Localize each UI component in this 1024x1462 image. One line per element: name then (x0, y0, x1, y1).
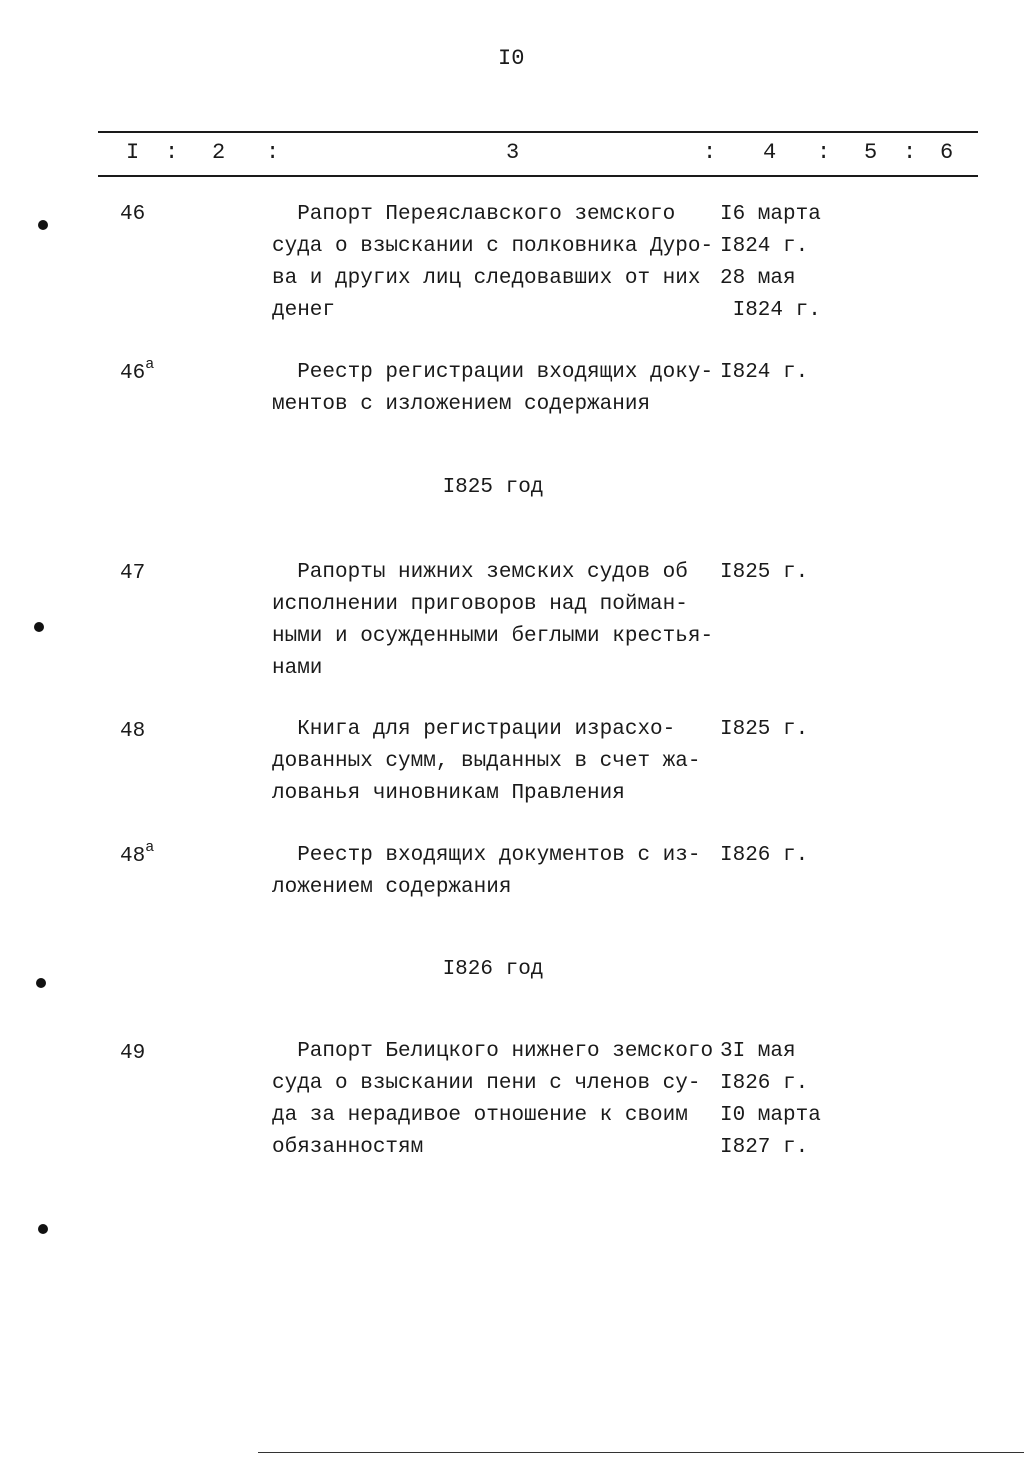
entry-description (272, 199, 713, 327)
entry-suffix: а (145, 356, 155, 373)
description-line: ными и осужденными беглыми крестья- (272, 625, 714, 648)
entry-number: 47 (120, 562, 146, 585)
date-line: I825 г. (720, 561, 809, 584)
description-line: Рапорт Переяславского земского (272, 203, 676, 226)
description-line: ложением содержания (272, 876, 512, 899)
header-separator: : (903, 140, 917, 165)
entry-number: 49 (120, 1042, 146, 1065)
description-line: исполнении приговоров над пойман- (272, 593, 688, 616)
description-line: дованных сумм, выданных в счет жа- (272, 750, 701, 773)
date-line: 28 мая (720, 267, 796, 290)
date-line: I824 г. (720, 235, 809, 258)
binder-hole-mark (38, 1224, 48, 1234)
header-separator: : (165, 140, 179, 165)
description-line: ментов с изложением содержания (272, 393, 651, 416)
header-col-1: I (126, 140, 140, 165)
description-line: нами (272, 657, 323, 680)
date-line: I824 г. (720, 361, 809, 384)
description-line: Книга для регистрации израсхо- (272, 718, 676, 741)
binder-hole-mark (34, 622, 44, 632)
date-line: I0 марта (720, 1104, 821, 1127)
entry-description (272, 1036, 713, 1164)
description-line: денег (272, 299, 336, 322)
entry-description (272, 840, 700, 904)
header-col-4: 4 (763, 140, 777, 165)
date-line: I827 г. (720, 1136, 809, 1159)
header-separator: : (266, 140, 280, 165)
description-line: Рапорты нижних земских судов об (272, 561, 688, 584)
date-line: I826 г. (720, 1072, 809, 1095)
year-heading: I826 год (442, 958, 544, 981)
entry-dates (720, 557, 808, 589)
description-line: Рапорт Белицкого нижнего земского (272, 1040, 714, 1063)
description-line: обязанностям (272, 1136, 424, 1159)
header-bottom-rule (98, 175, 978, 177)
header-col-5: 5 (864, 140, 878, 165)
header-separator: : (817, 140, 831, 165)
description-line: суда о взыскании пени с членов су- (272, 1072, 701, 1095)
entry-number: $46^а$ (120, 356, 155, 385)
date-line: I824 г. (720, 299, 821, 322)
description-line: да за нерадивое отношение к своим (272, 1104, 688, 1127)
entry-dates (720, 1036, 821, 1164)
entry-description (272, 557, 713, 685)
header-col-3: 3 (506, 140, 520, 165)
date-line: I826 г. (720, 844, 809, 867)
entry-description (272, 714, 700, 810)
entry-description (272, 357, 713, 421)
entry-dates (720, 357, 808, 389)
description-line: ва и других лиц следовавших от них (272, 267, 701, 290)
entry-number: $48^а$ (120, 839, 155, 868)
entry-dates (720, 199, 821, 327)
binder-hole-mark (36, 978, 46, 988)
binder-hole-mark (38, 220, 48, 230)
bottom-edge-line (258, 1452, 1024, 1453)
description-line: лованья чиновникам Правления (272, 782, 625, 805)
description-line: Реестр регистрации входящих доку- (272, 361, 714, 384)
entry-suffix: а (145, 839, 155, 856)
header-col-2: 2 (212, 140, 226, 165)
entry-dates (720, 840, 808, 872)
header-col-6: 6 (940, 140, 954, 165)
date-line: I825 г. (720, 718, 809, 741)
date-line: I6 марта (720, 203, 821, 226)
entry-number: 46 (120, 203, 146, 226)
header-top-rule (98, 131, 978, 133)
description-line: суда о взыскании с полковника Дуро- (272, 235, 714, 258)
description-line: Реестр входящих документов с из- (272, 844, 701, 867)
date-line: 3I мая (720, 1040, 796, 1063)
year-heading: I825 год (442, 476, 544, 499)
header-separator: : (703, 140, 717, 165)
entry-dates (720, 714, 808, 746)
page-number: I0 (498, 46, 525, 71)
entry-number: 48 (120, 720, 146, 743)
